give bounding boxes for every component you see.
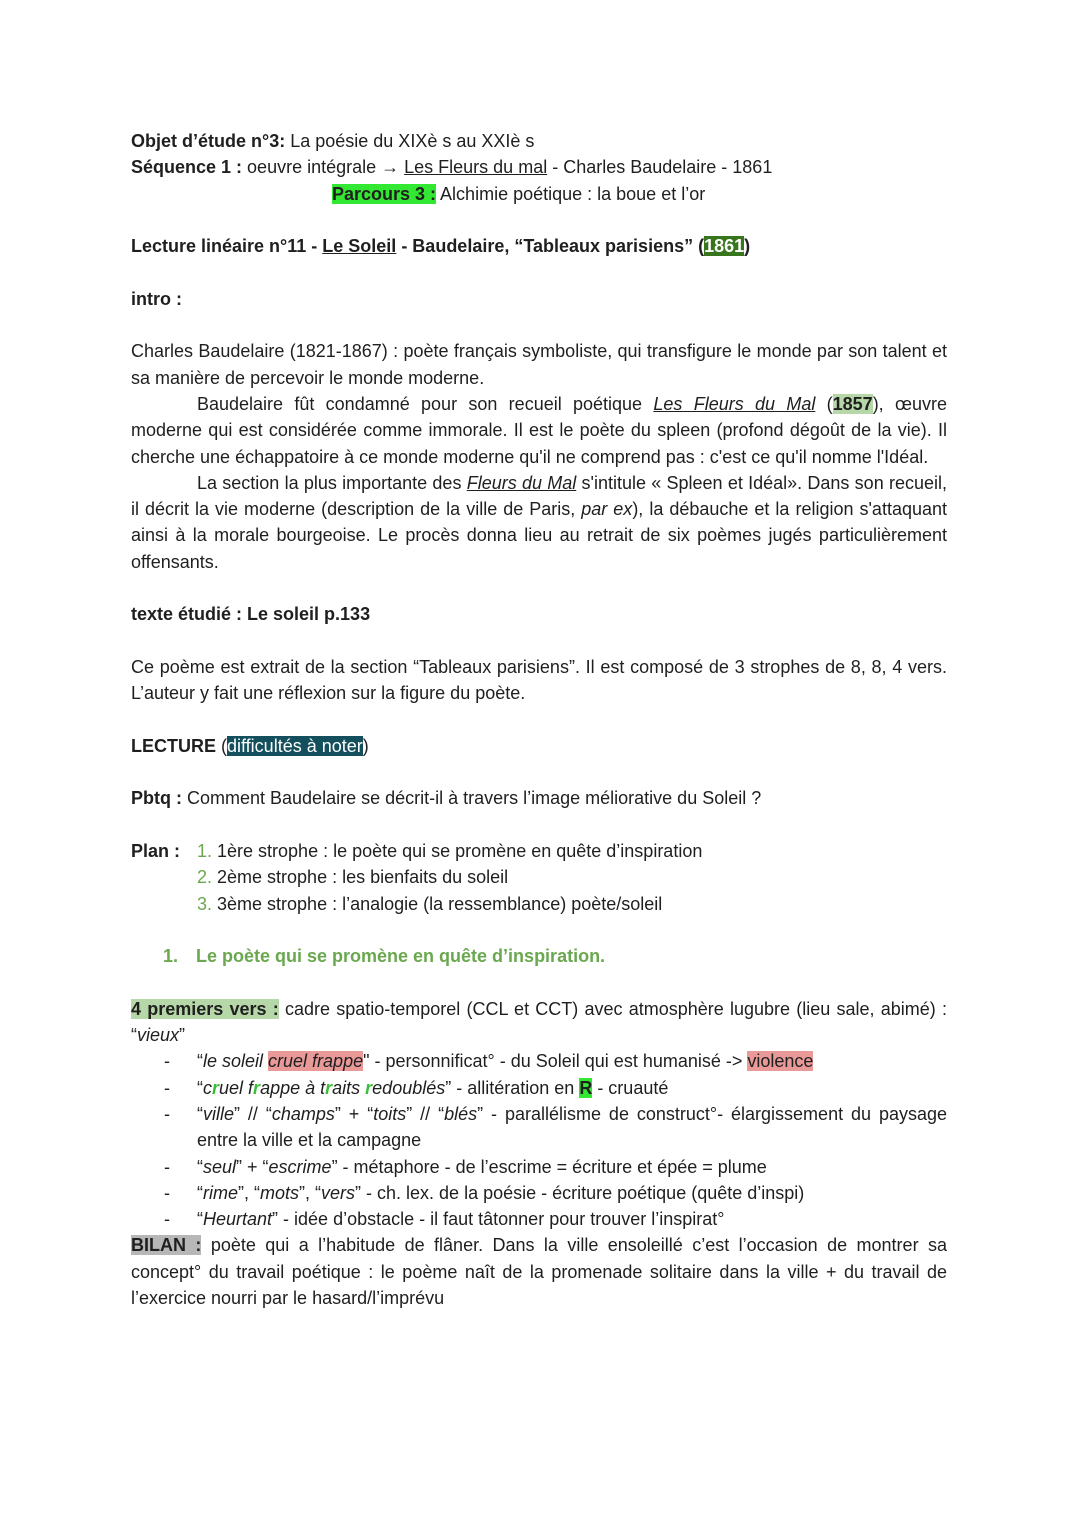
document-page <box>131 128 947 1311</box>
list-item: - “cruel frappe à traits redoublés” - allitération en R - cruauté <box>131 1075 947 1101</box>
objet-line: Objet d’étude n°3: La poésie du XIXè s au XXIè s <box>131 131 535 151</box>
intro-paragraph-1: Charles Baudelaire (1821-1867) : poète français symboliste, qui transfigure le monde par son talent et sa manière de percevoir le monde moderne. <box>131 341 947 388</box>
texte-heading: texte étudié : Le soleil p.133 <box>131 604 371 625</box>
plan-label: Plan : <box>131 841 181 862</box>
pbtq-line: Pbtq : Comment Baudelaire se décrit-il à travers l’image méliorative du Soleil ? <box>131 788 762 809</box>
cruel-frappe-highlight: cruel frappe <box>268 1051 364 1072</box>
intro-heading: intro : <box>131 288 182 309</box>
list-item: - “seul” + “escrime” - métaphore - de l’escrime = écriture et épée = plume <box>131 1154 947 1180</box>
plan-item: 1. 1ère strophe : le poète qui se promène en quête d’inspiration <box>197 841 703 862</box>
bilan-label-highlight: BILAN : <box>131 1235 202 1256</box>
section-1-title: 1. Le poète qui se promène en quête d’inspiration. <box>163 946 606 967</box>
poem-title: Le Soleil <box>322 236 397 257</box>
objet-label: Objet d’étude n°3: <box>131 131 286 151</box>
sequence-label: Séquence 1 : <box>131 157 243 178</box>
lecture-note: LECTURE (difficultés à noter) <box>131 735 369 756</box>
plan-list <box>197 838 702 917</box>
list-item: - “rime”, “mots”, “vers” - ch. lex. de la poésie - écriture poétique (quête d’inspi) <box>131 1180 947 1206</box>
analysis-list <box>131 1048 947 1232</box>
list-item: - “ville” // “champs” + “toits” // “blés” - parallélisme de construct°- élargissement du paysage entre la ville et la campagne <box>131 1101 947 1154</box>
parcours-line: Parcours 3 : Alchimie poétique : la boue et l’or <box>332 183 706 204</box>
work-title: Les Fleurs du mal <box>404 157 548 178</box>
sequence-line: Séquence 1 : oeuvre intégrale → Les Fleurs du mal - Charles Baudelaire - 1861 <box>131 157 773 178</box>
list-item: - “le soleil cruel frappe" - personnificat° - du Soleil qui est humanisé -> violence <box>131 1048 947 1074</box>
violence-highlight: violence <box>747 1051 814 1072</box>
lecture-title: Lecture linéaire n°11 - Le Soleil - Baudelaire, “Tableaux parisiens” (1861) <box>131 236 751 257</box>
plan <box>131 838 947 917</box>
plan-item: 3. 3ème strophe : l’analogie (la ressemblance) poète/soleil <box>197 893 663 914</box>
parcours-label: Parcours 3 : <box>332 183 437 204</box>
list-item: - “Heurtant” - idée d’obstacle - il faut tâtonner pour trouver l’inspirat° <box>131 1206 947 1232</box>
year-1857-highlight: 1857 <box>832 393 873 414</box>
intro-paragraph-3: La section la plus importante des Fleurs du Mal s'intitule « Spleen et Idéal». Dans son recueil, il décrit la vie moderne (description de la ville de Paris, par ex), la débauche et la religion s'attaquant ainsi à la morale bourgeoise. Le procès donna lieu au retrait de six poèmes jugés particulièrement offensants. <box>131 472 947 572</box>
year-highlight: 1861 <box>704 236 745 257</box>
plan-item: 2. 2ème strophe : les bienfaits du soleil <box>197 867 509 888</box>
r-highlight: R <box>579 1077 593 1098</box>
bilan-paragraph: BILAN : poète qui a l’habitude de flâner. Dans la ville ensoleillé c’est l’occasion de montrer sa concept° du travail poétique : le poème naît de la promenade solitaire dans la ville + du travail de l’exercice nourri par le hasard/l’imprévu <box>131 1235 947 1309</box>
vers-paragraph: 4 premiers vers : cadre spatio-temporel (CCL et CCT) avec atmosphère lugubre (lieu sale, abimé) : “vieux” <box>131 998 947 1046</box>
difficulties-highlight: difficultés à noter <box>227 735 363 756</box>
vers-label-highlight: 4 premiers vers : <box>131 998 279 1019</box>
intro-paragraph-2: Baudelaire fût condamné pour son recueil poétique Les Fleurs du Mal (1857), œuvre moderne qui est considérée comme immorale. Il est le poète du spleen (profond dégoût de la vie). Il cherche une échappatoire à ce monde moderne qu'il ne comprend pas : c'est ce qu'il nomme l'Idéal. <box>131 393 947 467</box>
texte-paragraph: Ce poème est extrait de la section “Tableaux parisiens”. Il est composé de 3 strophes de 8, 8, 4 vers. L’auteur y fait une réflexion sur la figure du poète. <box>131 656 947 704</box>
